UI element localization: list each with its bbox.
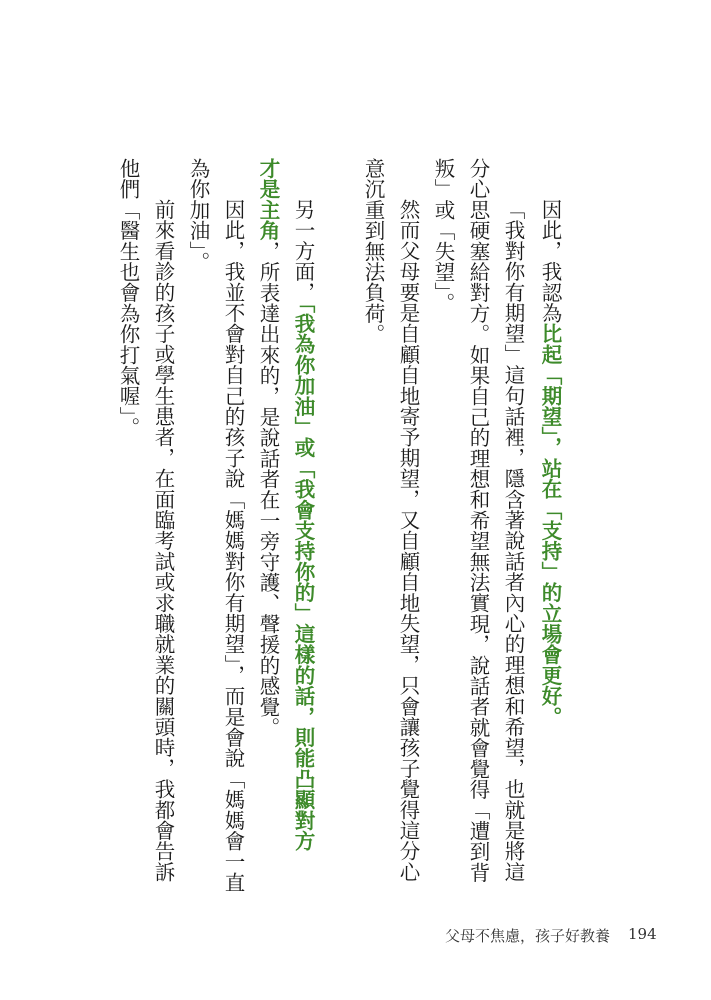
body-text: 意沉重到無法負荷。 [361, 158, 385, 345]
text-column [147, 158, 179, 882]
text-column [497, 158, 529, 882]
body-text: 為你加油」。 [186, 158, 210, 272]
text-column [182, 158, 214, 272]
text-column [357, 158, 389, 344]
body-text: 「我對你有期望」這句話裡，隱含著說話者內心的理想和希望，也就是將這 [501, 199, 525, 883]
emphasis-text: 比起「期望」，站在「支持」的立場會更好。 [538, 323, 562, 727]
text-column [217, 158, 249, 893]
body-text: 他們「醫生也會為你打氣喔」。 [116, 158, 140, 438]
emphasis-text: 「我為你加油」或「我會支持你的」這樣的話，則能凸顯對方 [291, 302, 315, 852]
body-text: 叛」或「失望」。 [431, 158, 455, 314]
footer-book-title: 父母不焦慮，孩子好教養 [445, 927, 611, 945]
body-text: 分心思硬塞給對方。如果自己的理想和希望無法實現，說話者就會覺得「遭到背 [466, 158, 490, 883]
footer-page-number: 194 [628, 925, 657, 943]
body-text: 前來看診的孩子或學生患者，在面臨考試或求職就業的關頭時，我都會告訴 [151, 199, 175, 883]
text-column [252, 158, 284, 738]
emphasis-text: 才是主角 [256, 158, 280, 241]
body-text: ，所表達出來的，是說話者在一旁守護、聲援的感覺。 [256, 240, 280, 738]
text-column [534, 158, 566, 727]
text-column [462, 158, 494, 883]
text-column [427, 158, 459, 313]
text-column [112, 158, 144, 438]
text-column [287, 158, 319, 851]
body-text: 因此，我並不會對自己的孩子說「媽媽對你有期望」，而是會說「媽媽會一直 [221, 199, 245, 893]
text-column [392, 158, 424, 882]
body-text: 因此，我認為 [538, 199, 562, 324]
body-text: 另一方面， [291, 199, 315, 303]
body-text: 然而父母要是自顧自地寄予期望，又自顧自地失望，只會讓孩子覺得這分心 [396, 199, 420, 883]
